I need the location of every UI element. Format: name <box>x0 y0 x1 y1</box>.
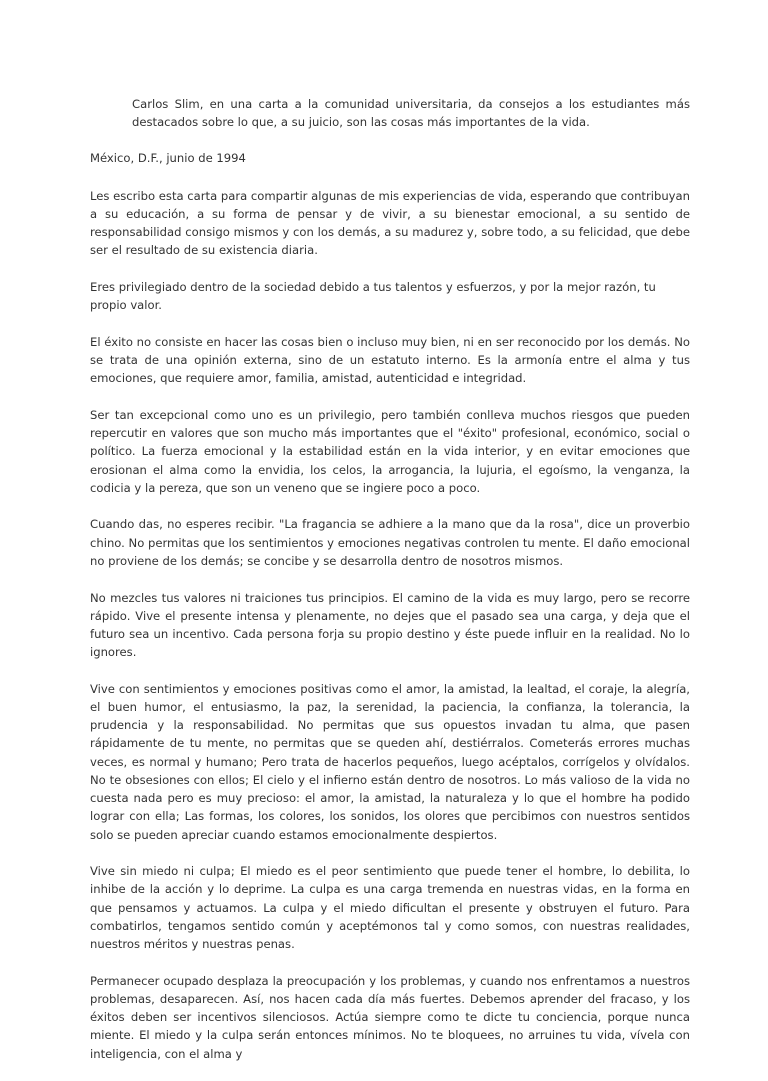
body-paragraph: Cuando das, no esperes recibir. "La fragancia se adhiere a la mano que da la rosa", dice un proverbio chino. No permitas que los sentimientos y emociones negativas controlen tu mente. El daño emocional no proviene de los demás; se concibe y se desarrolla dentro de nosotros mismos. <box>90 517 690 568</box>
body-paragraph: No mezcles tus valores ni traiciones tus principios. El camino de la vida es muy largo, pero se recorre rápido. Vive el presente intensa y plenamente, no dejes que el pasado sea una carga, y deja que el futuro sea un incentivo. Cada persona forja su propio destino y éste puede influir en la realidad. No lo ignores. <box>90 590 690 660</box>
body-paragraph: Eres privilegiado dentro de la sociedad debido a tus talentos y esfuerzos, y por la mejor razón, tu propio valor. <box>90 279 656 313</box>
body-paragraph: Ser tan excepcional como uno es un privilegio, pero también conlleva muchos riesgos que pueden repercutir en valores que son mucho más importantes que el "éxito" profesional, económico, social o político. La fuerza emocional y la estabilidad están en la vida interior, y en evitar emociones que erosionan el alma como la envidia, los celos, la arrogancia, la lujuria, el egoísmo, la venganza, la codicia y la pereza, que son un veneno que se ingiere poco a poco. <box>90 407 690 495</box>
body-paragraph: Vive sin miedo ni culpa; El miedo es el peor sentimiento que puede tener el hombre, lo debilita, lo inhibe de la acción y lo deprime. La culpa es una carga tremenda en nuestras vidas, en la forma en que pensamos y actuamos. La culpa y el miedo dificultan el presente y obstruyen el futuro. Para combatirlos, tengamos sentido común y aceptémonos tal y como somos, con nuestras realidades, nuestros méritos y nuestras penas. <box>90 864 690 952</box>
body-paragraph: Permanecer ocupado desplaza la preocupación y los problemas, y cuando nos enfrentamos a nuestros problemas, desaparecen. Así, nos hacen cada día más fuertes. Debemos aprender del fracaso, y los éxitos deben ser incentivos silenciosos. Actúa siempre como te dicte tu conciencia, porque nunca miente. El miedo y la culpa serán entonces mínimos. No te bloquees, no arruines tu vida, vívela con inteligencia, con el alma y <box>90 973 690 1061</box>
letter-document <box>90 95 690 1081</box>
body-paragraph: Vive con sentimientos y emociones positivas como el amor, la amistad, la lealtad, el coraje, la alegría, el buen humor, el entusiasmo, la paz, la serenidad, la paciencia, la confianza, la tolerancia, la prudencia y la responsabilidad. No permitas que sus opuestos invadan tu alma, que pasen rápidamente de tu mente, no permitas que se queden ahí, destiérralos. Cometerás errores muchas veces, es normal y humano; Pero trata de hacerlos pequeños, luego acéptalos, corrígelos y olvídalos. No te obsesiones con ellos; El cielo y el infierno están dentro de nosotros. Lo más valioso de la vida no cuesta nada pero es muy precioso: el amor, la amistad, la naturaleza y lo que el hombre ha podido lograr con ella; Las formas, los colores, los sonidos, los olores que percibimos con nuestros sentidos solo se pueden apreciar cuando estamos emocionalmente despiertos. <box>90 681 690 842</box>
body-paragraph: El éxito no consiste en hacer las cosas bien o incluso muy bien, ni en ser reconocido por los demás. No se trata de una opinión externa, sino de un estatuto interno. Es la armonía entre el alma y tus emociones, que requiere amor, familia, amistad, autenticidad e integridad. <box>90 334 690 386</box>
letter-date: México, D.F., junio de 1994 <box>90 151 246 166</box>
intro-paragraph: Carlos Slim, en una carta a la comunidad universitaria, da consejos a los estudiantes más destacados sobre lo que, a su juicio, son las cosas más importantes de la vida. <box>132 97 690 130</box>
body-paragraph: Les escribo esta carta para compartir algunas de mis experiencias de vida, esperando que contribuyan a su educación, a su forma de pensar y de vivir, a su bienestar emocional, a su sentido de responsabilidad consigo mismos y con los demás, a su madurez y, sobre todo, a su felicidad, que debe ser el resultado de su existencia diaria. <box>90 188 690 258</box>
